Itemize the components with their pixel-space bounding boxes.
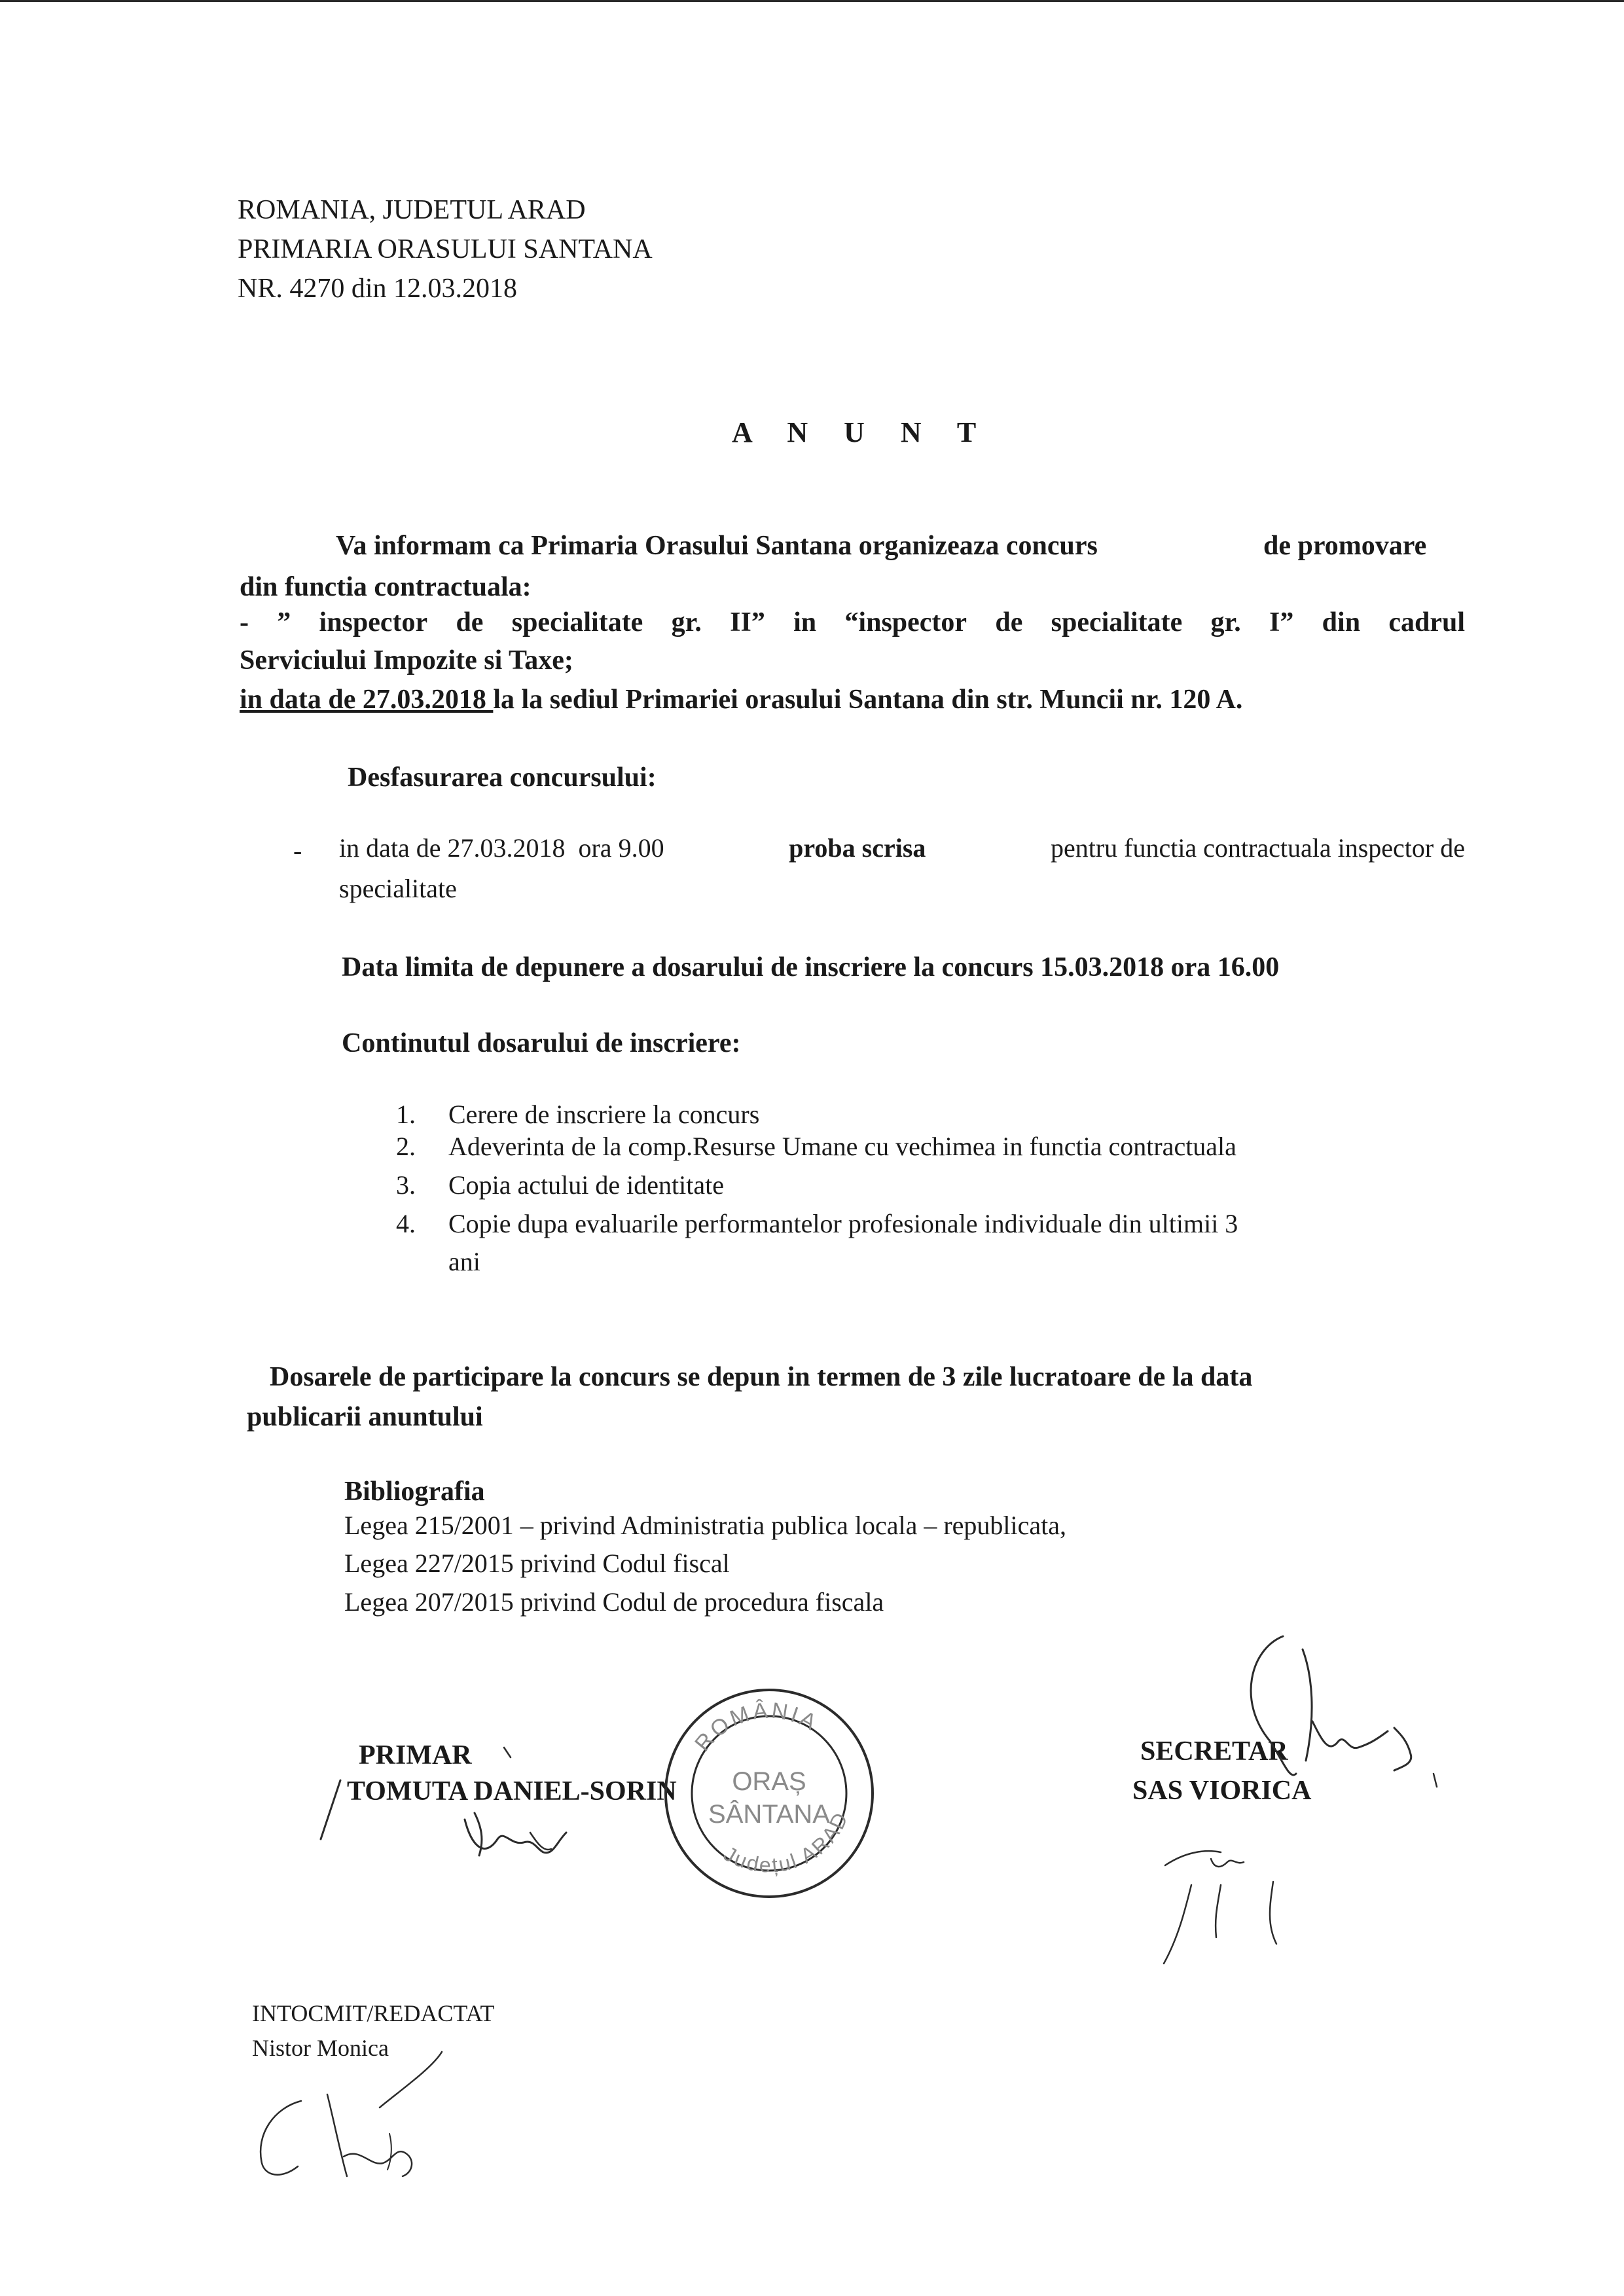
schedule-line-1: [339, 831, 1465, 865]
header-institution: PRIMARIA ORASULUI SANTANA: [238, 234, 653, 264]
stamp-text-town-name: SÂNTANA: [708, 1800, 830, 1829]
list-item-number: 4.: [396, 1209, 416, 1238]
prepared-by-name: Nistor Monica: [252, 2035, 389, 2061]
header-registration-number: NR. 4270 din 12.03.2018: [238, 274, 518, 304]
list-item-words: Copie dupa evaluarile performantelor profesionale individuale din ultimii 3: [448, 1209, 1238, 1238]
section-heading-bibliografie: Bibliografia: [344, 1477, 485, 1507]
list-item-text: Adeverinta de la comp.Resurse Umane cu vechimea in functia contractuala: [448, 1132, 1236, 1161]
list-item-number: 3.: [396, 1170, 416, 1200]
intro-line-1b: de promovare: [1263, 531, 1427, 561]
deadline-notice-line-1: Dosarele de participare la concurs se depun in termen de 3 zile lucratoare de la data: [270, 1362, 1253, 1392]
mayor-title: PRIMAR: [359, 1740, 472, 1770]
secretary-title: SECRETAR: [1140, 1736, 1288, 1767]
intro-word: in: [793, 607, 817, 637]
secretary-name: SAS VIORICA: [1132, 1776, 1312, 1806]
intro-word: din: [1322, 607, 1361, 637]
intro-line-4: Serviciului Impozite si Taxe;: [240, 645, 573, 675]
intro-line-1a: Va informam ca Primaria Orasului Santana organizeaza concurs: [336, 531, 1098, 561]
list-item-text: Cerere de inscriere la concurs: [448, 1100, 760, 1129]
list-item-number: 1.: [396, 1100, 416, 1129]
intro-word: specialitate: [1051, 607, 1183, 637]
intro-word: de: [995, 607, 1023, 637]
list-item-text: [448, 1207, 1468, 1241]
intro-line-3: [240, 602, 1465, 643]
intro-word: de: [456, 607, 484, 637]
list-item-text: Copia actului de identitate: [448, 1170, 724, 1200]
intro-word: “inspector: [844, 607, 967, 637]
intro-word: ”: [277, 607, 291, 637]
bibliography-item: Legea 227/2015 privind Codul fiscal: [344, 1549, 730, 1578]
intro-word: I”: [1269, 607, 1294, 637]
stamp-text-top: ROMÂNIA: [690, 1698, 823, 1756]
prepared-by-label: INTOCMIT/REDACTAT: [252, 2000, 495, 2026]
deadline-notice-line-2: publicarii anuntului: [247, 1402, 483, 1432]
mayor-signature: [308, 1721, 609, 1878]
preparer-signature: [236, 2036, 445, 2193]
section-heading-continut: Continutul dosarului de inscriere:: [342, 1028, 741, 1058]
stamp-text-bottom: Județul ARAD: [719, 1807, 854, 1877]
town-hall-stamp: [658, 1682, 880, 1905]
schedule-position: pentru functia contractuala inspector de: [1043, 833, 1465, 863]
schedule-line-2: specialitate: [339, 874, 457, 903]
submission-deadline: Data limita de depunere a dosarului de inscriere la concurs 15.03.2018 ora 16.00: [342, 952, 1280, 982]
mayor-name: TOMUTA DANIEL-SORIN: [347, 1776, 677, 1806]
schedule-date-time: in data de 27.03.2018 ora 9.00: [339, 833, 671, 863]
bibliography-item: Legea 207/2015 privind Codul de procedura fiscala: [344, 1587, 884, 1617]
intro-word: II”: [730, 607, 765, 637]
intro-word: cadrul: [1388, 607, 1465, 637]
intro-word: inspector: [319, 607, 428, 637]
contest-location: la la sediul Primariei orasului Santana din str. Muncii nr. 120 A.: [493, 685, 1243, 715]
stamp-text-town-type: ORAȘ: [732, 1767, 806, 1796]
section-heading-desfasurare: Desfasurarea concursului:: [348, 762, 657, 793]
scan-top-edge: [0, 0, 1624, 2]
intro-word: gr.: [1210, 607, 1241, 637]
header-country-county: ROMANIA, JUDETUL ARAD: [238, 195, 586, 225]
list-item-number: 2.: [396, 1132, 416, 1161]
list-item-text-cont: ani: [448, 1247, 480, 1276]
intro-line-2: din functia contractuala:: [240, 572, 532, 602]
intro-word: -: [240, 607, 249, 637]
secretary-signature: [1087, 1610, 1492, 1977]
intro-word: gr.: [671, 607, 702, 637]
document-title: A N U N T: [732, 416, 991, 448]
bibliography-item: Legea 215/2001 – privind Administratia publica locala – republicata,: [344, 1511, 1067, 1540]
schedule-written-test: proba scrisa: [789, 833, 926, 863]
contest-date-underlined: in data de 27.03.2018: [240, 685, 494, 715]
intro-line-5: [240, 679, 1242, 721]
bullet-dash: -: [293, 836, 302, 865]
intro-word: specialitate: [511, 607, 643, 637]
